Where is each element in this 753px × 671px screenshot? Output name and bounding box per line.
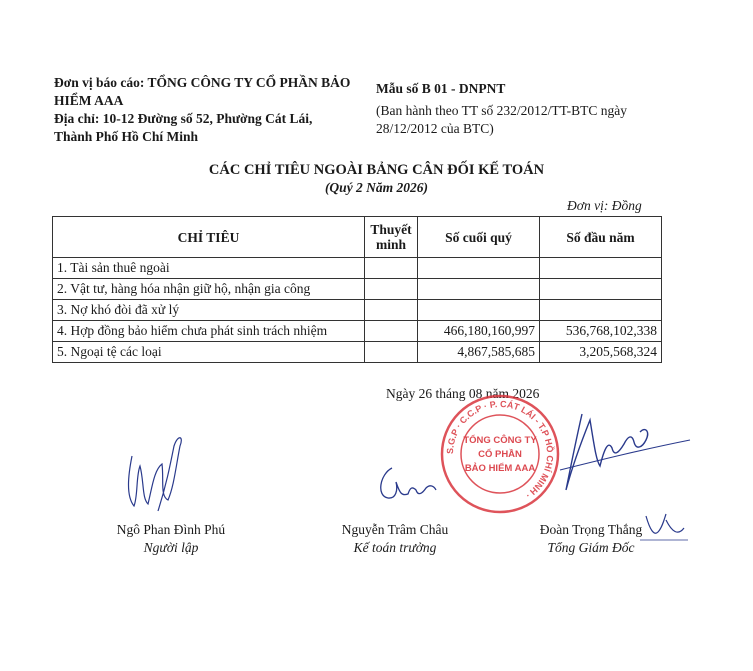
table-row — [53, 258, 662, 279]
accountant-signature — [372, 460, 452, 505]
column-header-note: Thuyết minh — [365, 217, 418, 258]
row-note — [365, 279, 418, 300]
column-header-beginning-of-year: Số đầu năm — [540, 217, 662, 258]
accountant-role: Kế toán trưởng — [353, 540, 437, 555]
stamp-line1: TỔNG CÔNG TY — [463, 435, 537, 446]
form-number: Mẫu số B 01 - DNPNT — [376, 81, 506, 96]
row-note — [365, 300, 418, 321]
column-header-end-of-quarter: Số cuối quý — [418, 217, 540, 258]
director-signature — [520, 400, 700, 510]
row-end-of-quarter — [418, 279, 540, 300]
table-row — [53, 279, 662, 300]
row-end-of-quarter: 466,180,160,997 — [418, 321, 540, 342]
signing-date: Ngày 26 tháng 08 năm 2026 — [386, 386, 540, 401]
stamp-ring-text: S.G.P · C.C.P · P. CÁT LÁI - T.P HỒ CHÍ MINH · — [444, 398, 556, 501]
row-beginning-of-year: 536,768,102,338 — [540, 321, 662, 342]
row-end-of-quarter — [418, 300, 540, 321]
accountant-name: Nguyễn Trâm Châu — [341, 522, 449, 537]
address-line2: Thành Phố Hồ Chí Minh — [54, 129, 199, 144]
address-line1: Địa chỉ: 10-12 Đường số 52, Phường Cát Lái, — [54, 111, 313, 126]
table-row — [53, 342, 662, 363]
stamp-line3: BẢO HIỂM AAA — [464, 463, 536, 474]
preparer-name: Ngô Phan Đình Phú — [116, 522, 226, 537]
row-beginning-of-year: 3,205,568,324 — [540, 342, 662, 363]
row-note — [365, 342, 418, 363]
report-period: (Quý 2 Năm 2026) — [324, 180, 429, 195]
reporting-unit-block — [54, 74, 374, 146]
preparer-signature — [118, 426, 198, 516]
stamp-line2: CỔ PHẦN — [478, 449, 522, 460]
row-end-of-quarter: 4,867,585,685 — [418, 342, 540, 363]
currency-unit: Đơn vị: Đồng — [567, 198, 642, 213]
table-row — [53, 321, 662, 342]
issued-line2: 28/12/2012 của BTC) — [376, 121, 494, 136]
row-note — [365, 321, 418, 342]
issued-line1: (Ban hành theo TT số 232/2012/TT-BTC ngày — [376, 103, 627, 118]
director-role: Tổng Giám Đốc — [547, 540, 635, 555]
off-balance-sheet-table — [52, 216, 662, 363]
table-header-row — [53, 217, 662, 258]
preparer-role: Người lập — [143, 540, 199, 555]
table-row — [53, 300, 662, 321]
row-item: 5. Ngoại tệ các loại — [53, 342, 365, 363]
row-item: 4. Hợp đồng bảo hiểm chưa phát sinh trách nhiệm — [53, 321, 365, 342]
row-note — [365, 258, 418, 279]
column-header-item: CHỈ TIÊU — [53, 217, 365, 258]
row-end-of-quarter — [418, 258, 540, 279]
report-title: CÁC CHỈ TIÊU NGOÀI BẢNG CÂN ĐỐI KẾ TOÁN — [208, 162, 545, 178]
row-item: 2. Vật tư, hàng hóa nhận giữ hộ, nhận gia công — [53, 279, 365, 300]
reporting-unit-line2: HIỂM AAA — [54, 93, 124, 108]
form-info-block — [376, 80, 666, 138]
row-beginning-of-year — [540, 279, 662, 300]
row-item: 1. Tài sản thuê ngoài — [53, 258, 365, 279]
row-beginning-of-year — [540, 258, 662, 279]
reporting-unit-line1: Đơn vị báo cáo: TỔNG CÔNG TY CỔ PHẦN BẢO — [54, 75, 351, 90]
director-name: Đoàn Trọng Thắng — [539, 522, 643, 537]
row-item: 3. Nợ khó đòi đã xử lý — [53, 300, 365, 321]
row-beginning-of-year — [540, 300, 662, 321]
